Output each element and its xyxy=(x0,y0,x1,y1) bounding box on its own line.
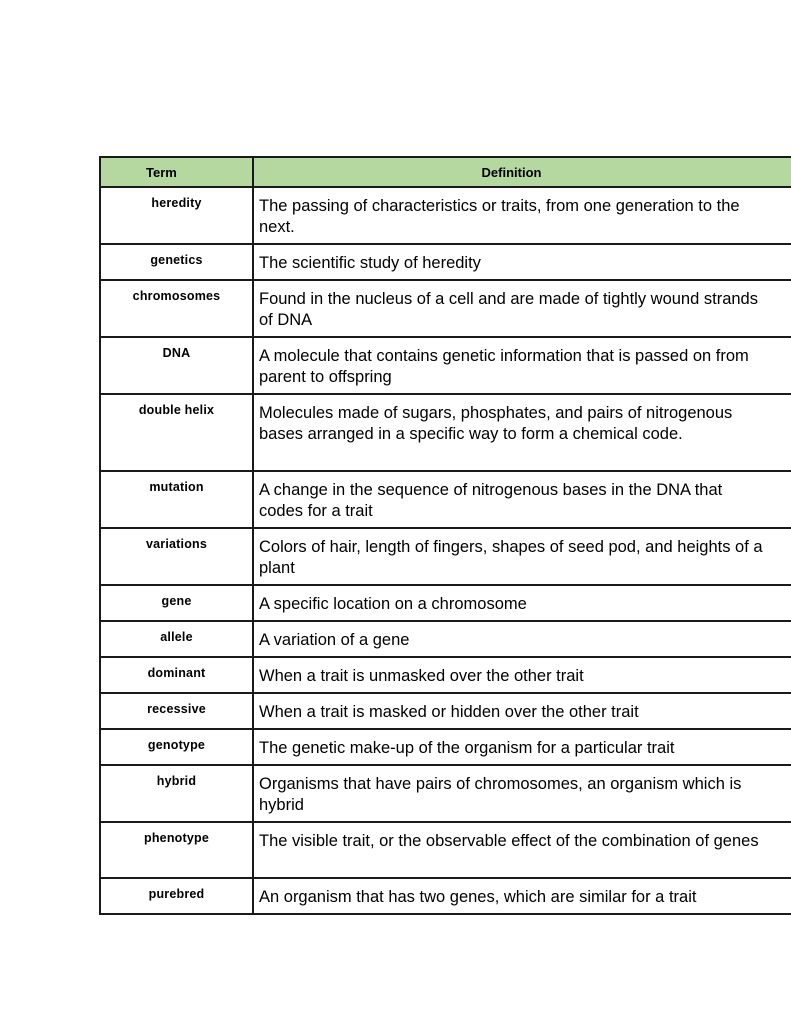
term-cell: gene xyxy=(100,585,253,621)
table-row xyxy=(100,765,791,822)
table-row xyxy=(100,878,791,914)
table-row xyxy=(100,244,791,280)
definition-cell: An organism that has two genes, which are similar for a trait xyxy=(253,878,791,914)
glossary-table xyxy=(99,156,791,915)
table-row xyxy=(100,621,791,657)
term-cell: dominant xyxy=(100,657,253,693)
table-row xyxy=(100,394,791,471)
table-row xyxy=(100,280,791,337)
table-row xyxy=(100,729,791,765)
definition-cell: Colors of hair, length of fingers, shapes of seed pod, and heights of a plant xyxy=(253,528,791,585)
header-row xyxy=(100,157,791,187)
term-cell: mutation xyxy=(100,471,253,528)
term-cell: chromosomes xyxy=(100,280,253,337)
definition-cell: When a trait is masked or hidden over the other trait xyxy=(253,693,791,729)
term-cell: double helix xyxy=(100,394,253,471)
definition-cell: Organisms that have pairs of chromosomes, an organism which is hybrid xyxy=(253,765,791,822)
table-row xyxy=(100,585,791,621)
term-cell: DNA xyxy=(100,337,253,394)
term-cell: variations xyxy=(100,528,253,585)
term-cell: heredity xyxy=(100,187,253,244)
definition-cell: When a trait is unmasked over the other trait xyxy=(253,657,791,693)
table-row xyxy=(100,187,791,244)
term-cell: purebred xyxy=(100,878,253,914)
term-cell: phenotype xyxy=(100,822,253,878)
table-row xyxy=(100,528,791,585)
table-row xyxy=(100,337,791,394)
definition-cell: A molecule that contains genetic information that is passed on from parent to offspring xyxy=(253,337,791,394)
definition-cell: The scientific study of heredity xyxy=(253,244,791,280)
table-row xyxy=(100,657,791,693)
definition-cell: A variation of a gene xyxy=(253,621,791,657)
definition-column-header: Definition xyxy=(253,157,791,187)
definition-cell: A change in the sequence of nitrogenous bases in the DNA that codes for a trait xyxy=(253,471,791,528)
definition-cell: The visible trait, or the observable effect of the combination of genes xyxy=(253,822,791,878)
definition-cell: The genetic make-up of the organism for a particular trait xyxy=(253,729,791,765)
term-cell: recessive xyxy=(100,693,253,729)
term-cell: hybrid xyxy=(100,765,253,822)
term-cell: genotype xyxy=(100,729,253,765)
table-row xyxy=(100,693,791,729)
definition-cell: The passing of characteristics or traits, from one generation to the next. xyxy=(253,187,791,244)
table-row xyxy=(100,471,791,528)
definition-cell: Found in the nucleus of a cell and are made of tightly wound strands of DNA xyxy=(253,280,791,337)
term-cell: genetics xyxy=(100,244,253,280)
definition-cell: Molecules made of sugars, phosphates, and pairs of nitrogenous bases arranged in a specific way to form a chemical code. xyxy=(253,394,791,471)
table-row xyxy=(100,822,791,878)
term-column-header: Term xyxy=(100,157,253,187)
definition-cell: A specific location on a chromosome xyxy=(253,585,791,621)
term-cell: allele xyxy=(100,621,253,657)
